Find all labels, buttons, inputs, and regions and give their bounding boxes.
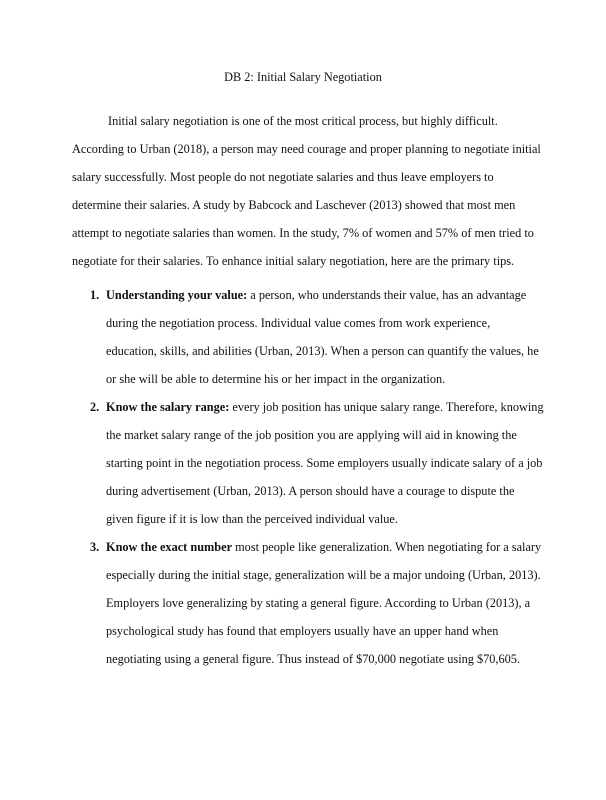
tip-title: Know the exact number xyxy=(106,540,233,554)
intro-paragraph: Initial salary negotiation is one of the most critical process, but highly difficult. According to Urban (2018), a person may need courage and proper planning to negotiate initial salary successfully. Most people do not negotiate salaries and thus leave employers to determine their salaries. A study by Babcock and Laschever (2013) showed that most men attempt to negotiate salaries than women. In the study, 7% of women and 57% of men tried to negotiate for their salaries. To enhance initial salary negotiation, here are the primary tips. xyxy=(72,114,541,268)
tip-text: a person, who understands their value, has an advantage during the negotiation process. Individual value comes from work experience, education, skills, and abilities (Urban, 2013). When a person can quantify the values, he or she will be able to determine his or her impact in the organization. xyxy=(106,288,539,386)
tips-list xyxy=(72,281,544,673)
tip-item xyxy=(72,393,544,533)
tip-item xyxy=(72,533,544,673)
tip-number: 1. xyxy=(90,288,100,302)
tip-text: most people like generalization. When negotiating for a salary especially during the initial stage, generalization will be a major undoing (Urban, 2013). Employers love generalizing by stating a general figure. According to Urban (2013), a psychological study has found that employers usually have an upper hand when negotiating using a general figure. Thus instead of $70,000 negotiate using $70,605. xyxy=(106,540,542,666)
tip-text: every job position has unique salary range. Therefore, knowing the market salary range of the job position you are applying will aid in knowing the starting point in the negotiation process. Some employers usually indicate salary of a job during advertisement (Urban, 2013). A person should have a courage to dispute the given figure if it is low than the perceived individual value. xyxy=(106,400,544,526)
tip-title: Know the salary range: xyxy=(106,400,230,414)
tip-number: 2. xyxy=(90,400,100,414)
document-title: DB 2: Initial Salary Negotiation xyxy=(224,70,382,84)
tip-title: Understanding your value: xyxy=(106,288,248,302)
tip-number: 3. xyxy=(90,540,100,554)
tip-item xyxy=(72,281,544,393)
